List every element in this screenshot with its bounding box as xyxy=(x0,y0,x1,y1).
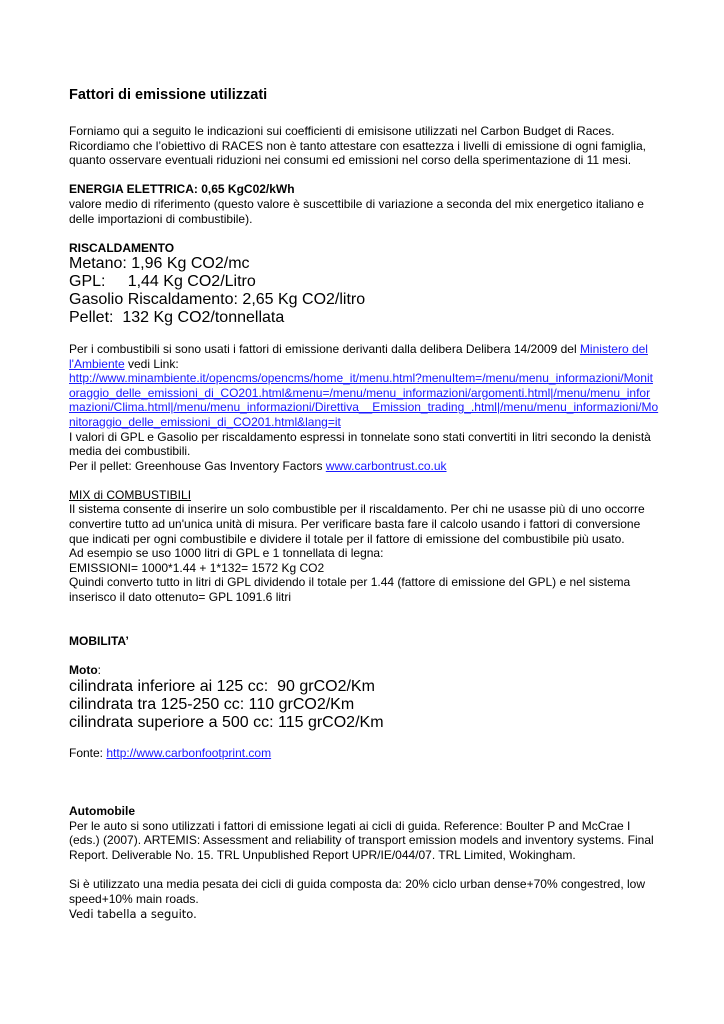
document-page xyxy=(69,86,659,922)
carbonfootprint-link[interactable]: http://www.carbonfootprint.com xyxy=(106,746,272,761)
moto-heading-colon: : xyxy=(97,663,101,677)
mix-emissioni: EMISSIONI= 1000*1.44 + 1*132= 1572 Kg CO2 xyxy=(69,560,325,575)
mobilita-heading: MOBILITA’ xyxy=(69,633,129,648)
minambiente-url-link[interactable]: http://www.minambiente.it/opencms/opencms/home_it/menu.html?menuItem=/menu/menu_informazioni/Monitoraggio_delle_emissioni_di_CO201.html&menu=/menu/menu_informazioni/argomenti.html|/menu/menu_informazioni/Clima.html|/menu/menu_informazioni/Direttiva__Emission_trading_.html|/menu/menu_informazioni/Monitoraggio_delle_emissioni_di_CO201.html&lang=it xyxy=(69,371,659,429)
fonte-label: Fonte: xyxy=(69,746,107,761)
riscaldamento-line-metano: Metano: 1,96 Kg CO2/mc xyxy=(69,255,250,273)
mix-section xyxy=(69,488,659,605)
mix-conclusion: Quindi converto tutto in litri di GPL dividendo il totale per 1.44 (fattore di emissione del GPL) e nel sistema inserisco il dato ottenuto= GPL 1091.6 litri xyxy=(69,575,631,605)
moto-line-1: cilindrata inferiore ai 125 cc: 90 grCO2/Km xyxy=(69,677,375,695)
mix-heading: MIX di COMBUSTIBILI xyxy=(69,487,192,502)
mobilita-section xyxy=(69,634,659,649)
ciclo-text: Si è utilizzato una media pesata dei cicli di guida composta da: 20% ciclo urban dense+70% congestred, low speed+10% main roads. xyxy=(69,876,646,906)
ministero-link[interactable]: Ministero dell'Ambiente xyxy=(69,341,648,371)
vedi-tabella-text: Vedi tabella a seguito. xyxy=(69,907,197,922)
riscaldamento-heading: RISCALDAMENTO xyxy=(69,240,175,255)
moto-section xyxy=(69,663,659,732)
combustibili-vedi-link: vedi Link: xyxy=(124,356,179,371)
ciclo-section xyxy=(69,877,659,922)
riscaldamento-line-gpl: GPL: 1,44 Kg CO2/Litro xyxy=(69,273,256,291)
intro-paragraph xyxy=(69,124,659,168)
combustibili-intro: Per i combustibili si sono usati i fattori di emissione derivanti dalla delibera Delibera 14/2009 del xyxy=(69,341,580,356)
moto-line-3: cilindrata superiore a 500 cc: 115 grCO2/Km xyxy=(69,713,384,731)
combustibili-pellet-paragraph xyxy=(69,459,659,474)
mix-example: Ad esempio se uso 1000 litri di GPL e 1 tonnellata di legna: xyxy=(69,546,384,561)
combustibili-conversion-text: I valori di GPL e Gasolio per riscaldamento espressi in tonnelate sono stati convertiti in litri secondo la denistà media dei combustibili. xyxy=(69,429,651,459)
moto-heading-line xyxy=(69,663,659,678)
automobile-section xyxy=(69,804,659,862)
energia-section xyxy=(69,182,659,226)
energia-text: valore medio di riferimento (questo valore è suscettibile di variazione a seconda del mix energetico italiano e delle importazioni di combustibile). xyxy=(69,196,644,226)
moto-heading: Moto xyxy=(69,663,98,677)
fonte-section xyxy=(69,746,659,761)
riscaldamento-line-pellet: Pellet: 132 Kg CO2/tonnellata xyxy=(69,309,285,327)
moto-line-2: cilindrata tra 125-250 cc: 110 grCO2/Km xyxy=(69,695,355,713)
riscaldamento-line-gasolio: Gasolio Riscaldamento: 2,65 Kg CO2/litro xyxy=(69,291,366,309)
page-title: Fattori di emissione utilizzati xyxy=(69,87,268,103)
intro-text: Forniamo qui a seguito le indicazioni sui coefficienti di emisisone utilizzati nel Carbon Budget di Races. Ricordiamo che l’obiettivo di RACES non è tanto attestare con esattezza i livelli di emissione di ogni famiglia, quanto osservare eventuali riduzioni nei consumi ed emissioni nel corso della sperimentazione di 11 mesi. xyxy=(69,124,646,168)
carbontrust-link[interactable]: www.carbontrust.co.uk xyxy=(325,458,447,473)
riscaldamento-section xyxy=(69,241,659,328)
mix-text: Il sistema consente di inserire un solo combustible per il riscaldamento. Per chi ne usasse più di uno occorre convertire tutto ad un'unica unità di misura. Per verificare basta fare il calcolo usando i fattori di conversione que indicati per ogni combustibile e dividere il totale per il fattore di emissione del combustibile più usato. xyxy=(69,502,645,546)
fonte-line xyxy=(69,746,659,761)
energia-heading: ENERGIA ELETTRICA: 0,65 KgC02/kWh xyxy=(69,182,295,197)
combustibili-section xyxy=(69,342,659,473)
combustibili-paragraph xyxy=(69,342,659,371)
automobile-heading: Automobile xyxy=(69,803,135,818)
pellet-source-text: Per il pellet: Greenhouse Gas Inventory Factors xyxy=(69,458,326,473)
automobile-text: Per le auto si sono utilizzati i fattori di emissione legati ai cicli di guida. Reference: Boulter P and McCrae I (eds.) (2007). ARTEMIS: Assessment and reliability of transport emission models and inventory systems. Final Report. Deliverable No. 15. TRL Unpublished Report UPR/IE/044/07. TRL Limited, Wokingham. xyxy=(69,818,654,862)
